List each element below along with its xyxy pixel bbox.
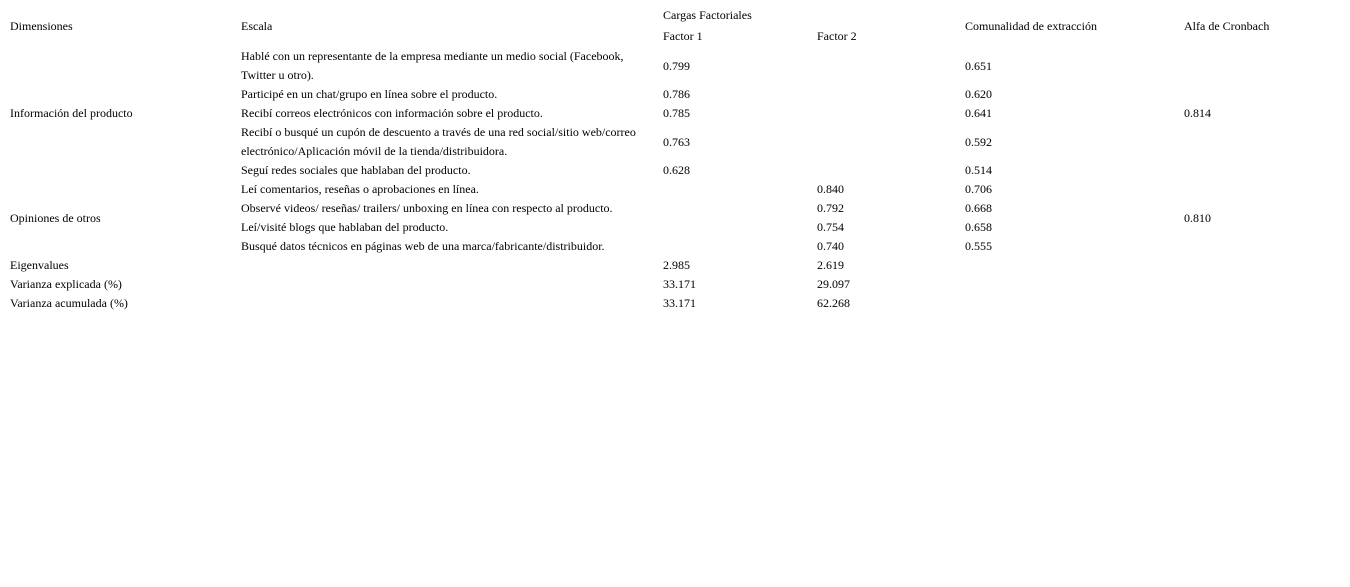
summary-row-varianza-explicada <box>5 275 1295 294</box>
factor-2-value: 0.740 <box>817 239 844 253</box>
factor-1-value: 2.985 <box>663 258 690 272</box>
factor-2-value <box>812 123 960 161</box>
summary-label: Varianza explicada (%) <box>10 277 122 291</box>
escala-item: Busqué datos técnicos en páginas web de una marca/fabricante/distribuidor. <box>241 239 605 253</box>
factor-1-value: 0.763 <box>663 134 690 149</box>
dimension-label: Información del producto <box>10 106 133 120</box>
header-row-1 <box>5 5 1295 26</box>
summary-empty <box>236 294 658 313</box>
factor-2-value <box>812 47 960 85</box>
factor-analysis-table <box>5 5 1295 313</box>
factor-1-value: 0.786 <box>663 87 690 101</box>
comunalidad-value: 0.514 <box>965 163 993 177</box>
summary-empty <box>236 256 658 275</box>
header-cargas-factoriales: Cargas Factoriales <box>663 8 752 22</box>
factor-2-value: 2.619 <box>817 258 844 272</box>
header-factor-1: Factor 1 <box>663 29 703 43</box>
comunalidad-value: 0.706 <box>965 182 993 196</box>
dimension-label: Opiniones de otros <box>10 210 101 225</box>
factor-1-value: 0.785 <box>663 106 690 120</box>
comunalidad-value: 0.641 <box>965 106 993 120</box>
table-row <box>5 180 1295 199</box>
summary-empty <box>960 275 1179 294</box>
summary-row-eigenvalues <box>5 256 1295 275</box>
summary-empty <box>960 294 1179 313</box>
comunalidad-value: 0.651 <box>965 58 993 73</box>
comunalidad-value: 0.668 <box>965 201 993 215</box>
factor-2-value <box>812 161 960 180</box>
factor-1-value: 33.171 <box>663 277 696 291</box>
factor-2-value: 0.840 <box>817 182 844 196</box>
escala-item: Observé videos/ reseñas/ trailers/ unboxing en línea con respecto al producto. <box>241 201 613 215</box>
factor-1-value: 0.628 <box>663 163 690 177</box>
header-factor-2: Factor 2 <box>817 29 857 43</box>
escala-item: Seguí redes sociales que hablaban del producto. <box>241 163 471 177</box>
alfa-value: 0.810 <box>1184 210 1212 225</box>
escala-item: Participé en un chat/grupo en línea sobre el producto. <box>241 87 498 101</box>
summary-empty <box>960 256 1179 275</box>
comunalidad-value: 0.555 <box>965 239 993 253</box>
header-comunalidad: Comunalidad de extracción <box>965 18 1097 33</box>
comunalidad-value: 0.620 <box>965 87 993 101</box>
escala-item: Leí comentarios, reseñas o aprobaciones en línea. <box>241 182 479 196</box>
factor-1-value <box>658 199 812 218</box>
summary-empty <box>1179 294 1295 313</box>
factor-1-value: 0.799 <box>663 58 690 73</box>
header-escala: Escala <box>241 18 273 33</box>
table-row <box>5 47 1295 85</box>
factor-1-value <box>658 218 812 237</box>
summary-empty <box>1179 275 1295 294</box>
summary-label: Eigenvalues <box>10 258 69 272</box>
factor-2-value: 29.097 <box>817 277 850 291</box>
summary-empty <box>1179 256 1295 275</box>
summary-row-varianza-acumulada <box>5 294 1295 313</box>
escala-item: Recibí correos electrónicos con información sobre el producto. <box>241 106 543 120</box>
summary-empty <box>236 275 658 294</box>
factor-2-value <box>812 85 960 104</box>
header-dimensiones: Dimensiones <box>10 18 73 33</box>
factor-2-value: 62.268 <box>817 296 850 310</box>
factor-1-value <box>658 180 812 199</box>
factor-2-value: 0.792 <box>817 201 844 215</box>
alfa-value: 0.814 <box>1184 106 1212 120</box>
factor-1-value: 33.171 <box>663 296 696 310</box>
factor-1-value <box>658 237 812 256</box>
escala-item: Recibí o busqué un cupón de descuento a través de una red social/sitio web/correo electrónico/Aplicación móvil de la tienda/distribuidora. <box>241 125 636 158</box>
header-alfa-cronbach: Alfa de Cronbach <box>1184 18 1270 33</box>
factor-2-value <box>812 104 960 123</box>
factor-2-value: 0.754 <box>817 220 844 234</box>
escala-item: Hablé con un representante de la empresa mediante un medio social (Facebook, Twitter u otro). <box>241 49 624 82</box>
comunalidad-value: 0.658 <box>965 220 993 234</box>
summary-label: Varianza acumulada (%) <box>10 296 128 310</box>
escala-item: Leí/visité blogs que hablaban del producto. <box>241 220 449 234</box>
comunalidad-value: 0.592 <box>965 134 993 149</box>
